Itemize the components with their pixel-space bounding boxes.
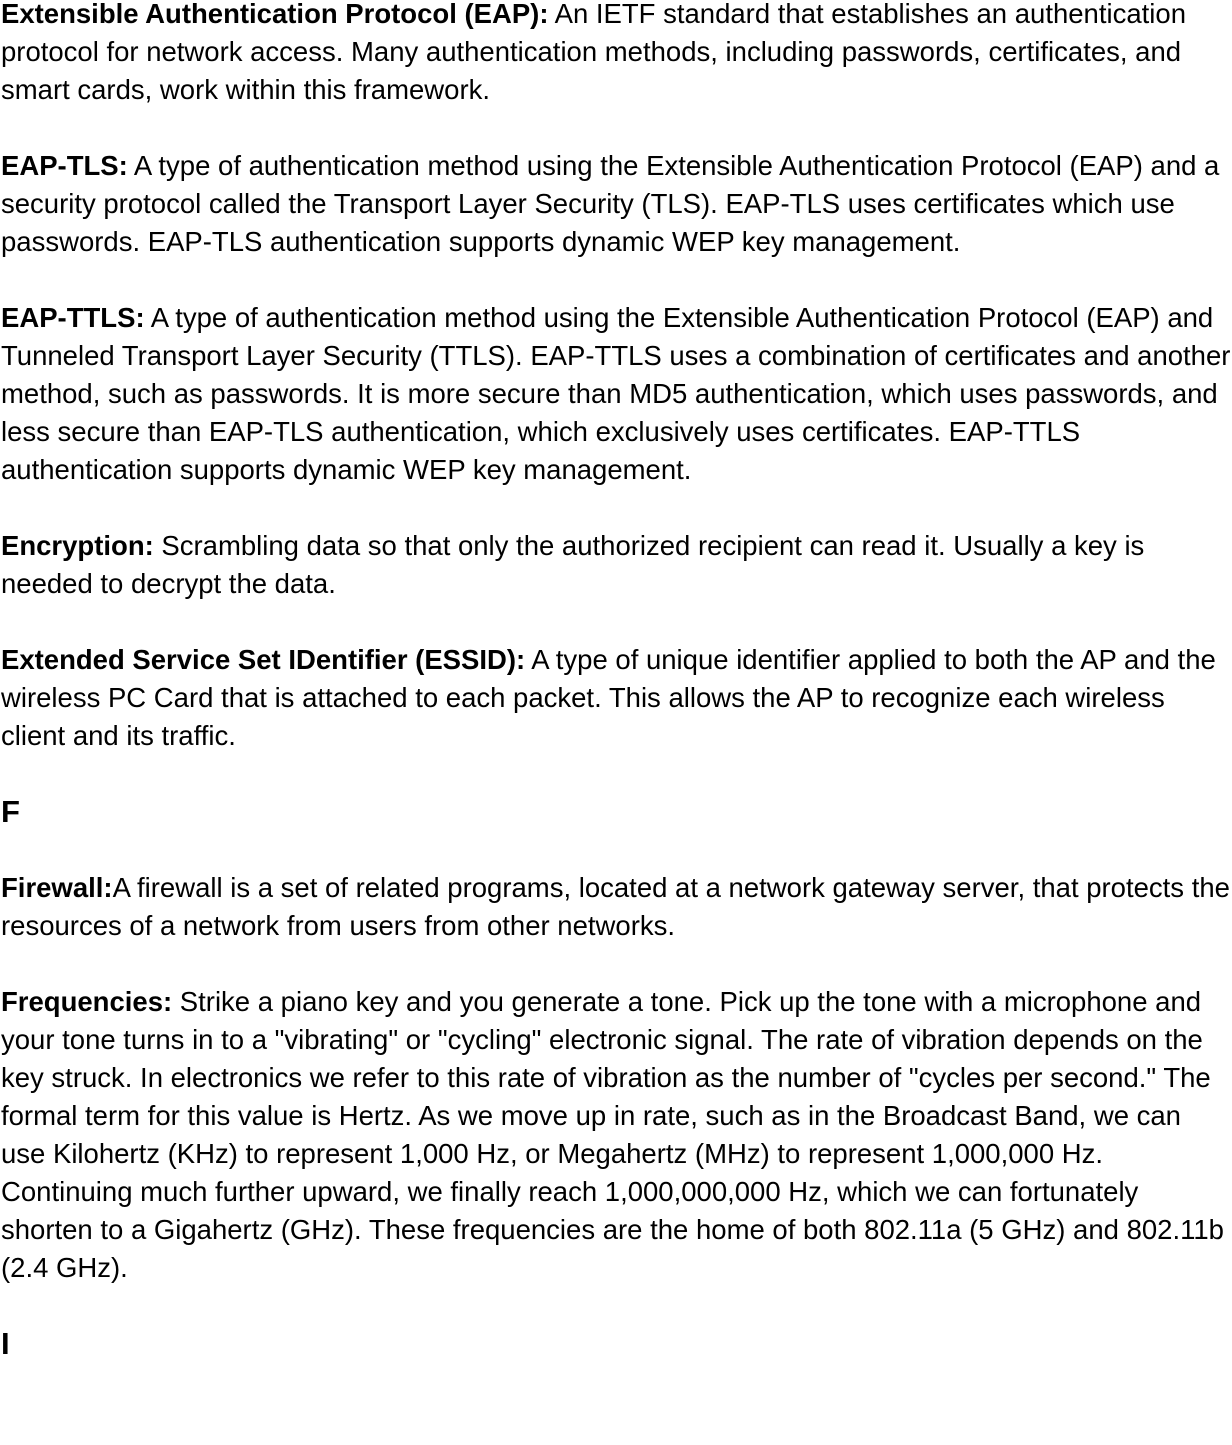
glossary-definition: A type of authentication method using the Extensible Authentication Protocol (EAP) and a security protocol called the Transport Layer Security (TLS). EAP-TLS uses certificates which use passwords. EAP-TLS authentication supports dynamic WEP key management. (1, 150, 1220, 257)
glossary-definition: A type of unique identifier applied to both the AP and the wireless PC Card that is attached to each packet. This allows the AP to recognize each wireless client and its traffic. (1, 644, 1216, 751)
glossary-term: Frequencies: (1, 986, 173, 1017)
glossary-entry-frequencies (1, 983, 1232, 1287)
section-letter-f: F (1, 794, 20, 829)
glossary-term: Firewall: (1, 872, 113, 903)
glossary-term: EAP-TTLS: (1, 302, 145, 333)
glossary-entry-eap (1, 0, 1232, 109)
glossary-entry-eap-ttls (1, 299, 1232, 489)
glossary-term: Extensible Authentication Protocol (EAP): (1, 0, 549, 29)
glossary-entry-essid (1, 641, 1232, 755)
glossary-entry-eap-tls (1, 147, 1232, 261)
glossary-entry-encryption (1, 527, 1232, 603)
glossary-definition: A firewall is a set of related programs, located at a network gateway server, that protects the resources of a network from users from other networks. (1, 872, 1230, 941)
glossary-definition: An IETF standard that establishes an authentication protocol for network access. Many authentication methods, including passwords, certificates, and smart cards, work within this framework. (1, 0, 1186, 105)
glossary-entry-firewall (1, 869, 1232, 945)
glossary-definition: Scrambling data so that only the authorized recipient can read it. Usually a key is needed to decrypt the data. (1, 530, 1145, 599)
section-letter-i: I (1, 1326, 10, 1361)
glossary-definition: A type of authentication method using the Extensible Authentication Protocol (EAP) and Tunneled Transport Layer Security (TTLS). EAP-TTLS uses a combination of certificates and another method, such as passwords. It is more secure than MD5 authentication, which uses passwords, and less secure than EAP-TLS authentication, which exclusively uses certificates. EAP-TTLS authentication supports dynamic WEP key management. (1, 302, 1231, 485)
glossary-term: Extended Service Set IDentifier (ESSID): (1, 644, 526, 675)
glossary-definition: Strike a piano key and you generate a tone. Pick up the tone with a microphone and your tone turns in to a "vibrating" or "cycling" electronic signal. The rate of vibration depends on the key struck. In electronics we refer to this rate of vibration as the number of "cycles per second." The formal term for this value is Hertz. As we move up in rate, such as in the Broadcast Band, we can use Kilohertz (KHz) to represent 1,000 Hz, or Megahertz (MHz) to represent 1,000,000 Hz. Continuing much further upward, we finally reach 1,000,000,000 Hz, which we can fortunately shorten to a Gigahertz (GHz). These frequencies are the home of both 802.11a (5 GHz) and 802.11b (2.4 GHz). (1, 986, 1224, 1283)
glossary-term: Encryption: (1, 530, 154, 561)
glossary-term: EAP-TLS: (1, 150, 128, 181)
